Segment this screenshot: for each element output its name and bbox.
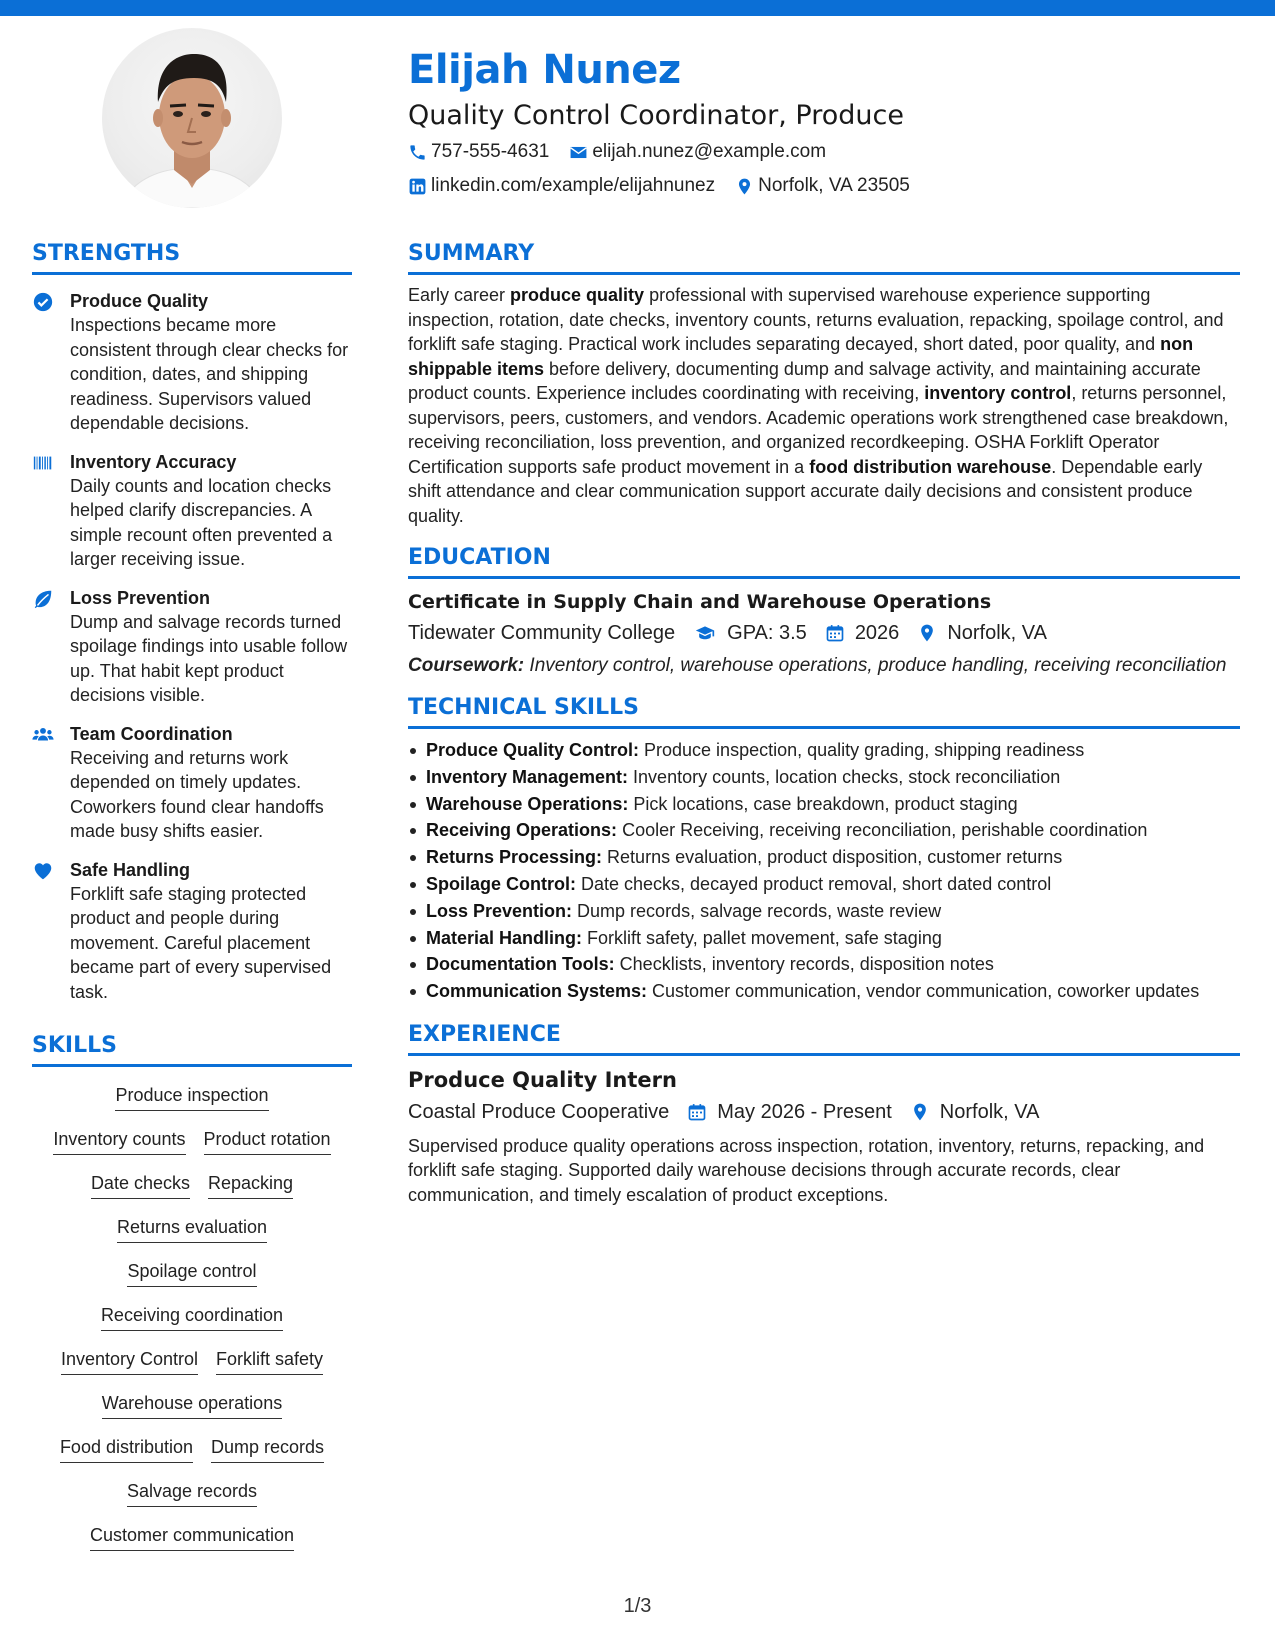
skill-values: Inventory counts, location checks, stock reconciliation xyxy=(628,766,1061,787)
summary-keyword: inventory control xyxy=(924,383,1072,403)
summary-heading: SUMMARY xyxy=(408,240,1240,275)
strength-text: Dump and salvage records turned spoilage findings into usable follow up. That habit kept product decisions visible. xyxy=(70,611,348,705)
skill-values: Dump records, salvage records, waste review xyxy=(572,900,942,921)
skill-row xyxy=(32,1391,352,1419)
email-text: elijah.nunez@example.com xyxy=(592,141,827,162)
list-item xyxy=(408,925,1240,952)
job-dates xyxy=(687,1098,892,1126)
skill-tag: Receiving coordination xyxy=(101,1303,283,1331)
graduation-year xyxy=(825,619,900,647)
skill-tag: Produce inspection xyxy=(115,1083,268,1111)
summary-keyword: food distribution warehouse xyxy=(809,456,1052,477)
job-dates-text: May 2026 - Present xyxy=(717,1100,892,1123)
coursework xyxy=(408,653,1240,678)
skill-row xyxy=(32,1259,352,1287)
left-column xyxy=(32,240,352,1551)
list-item xyxy=(408,817,1240,844)
phone-text: 757-555-4631 xyxy=(431,141,550,162)
company-name-text: Coastal Produce Cooperative xyxy=(408,1100,670,1123)
strength-title: Produce Quality xyxy=(70,291,209,311)
skill-values: Produce inspection, quality grading, shipping readiness xyxy=(639,740,1085,760)
calendar-icon xyxy=(687,1102,707,1122)
map-pin-icon xyxy=(917,623,937,643)
list-item xyxy=(408,844,1240,871)
strength-item xyxy=(32,586,352,708)
skill-row xyxy=(32,1435,352,1463)
skill-tag: Forklift safety xyxy=(216,1347,323,1375)
gpa xyxy=(693,619,807,647)
strength-item xyxy=(32,858,352,1005)
job-title: Produce Quality Intern xyxy=(408,1067,677,1092)
strength-item xyxy=(32,289,352,436)
skill-row xyxy=(32,1479,352,1507)
education-meta xyxy=(408,619,1240,647)
gpa-text: GPA: 3.5 xyxy=(727,622,807,644)
skill-category: Inventory Management: xyxy=(426,766,629,787)
contact-row-2 xyxy=(408,170,1228,202)
degree-title: Certificate in Supply Chain and Warehouse Operations xyxy=(408,591,992,613)
skill-row xyxy=(32,1347,352,1375)
skill-category: Receiving Operations: xyxy=(426,820,618,841)
skill-values: Date checks, decayed product removal, short dated control xyxy=(576,873,1052,894)
contact-row-1 xyxy=(408,136,1228,168)
strengths-heading: STRENGTHS xyxy=(32,240,352,275)
strength-text: Receiving and returns work depended on timely updates. Coworkers found clear handoffs made busy shifts easier. xyxy=(70,747,324,841)
summary-segment: . Dependable early shift attendance and clear communication support accurate daily decisions and consistent produce quality. xyxy=(408,456,1203,526)
skill-row xyxy=(32,1127,352,1155)
strength-text: Inspections became more consistent through clear checks for condition, dates, and shipping readiness. Supervisors valued dependable decisions. xyxy=(70,315,349,433)
skill-tag: Inventory counts xyxy=(53,1127,185,1155)
education-heading: EDUCATION xyxy=(408,544,1240,579)
skill-row xyxy=(32,1171,352,1199)
strength-title: Team Coordination xyxy=(70,723,233,744)
skill-tag: Spoilage control xyxy=(127,1259,256,1287)
coursework-text: Inventory control, warehouse operations, produce handling, receiving reconciliation xyxy=(524,655,1227,676)
summary-keyword: non shippable items xyxy=(408,334,1194,379)
check-circle-icon xyxy=(32,291,54,313)
strength-title: Inventory Accuracy xyxy=(70,451,237,472)
heart-icon xyxy=(32,860,54,882)
skill-row xyxy=(32,1083,352,1111)
summary-keyword: produce quality xyxy=(510,285,645,305)
list-item xyxy=(408,871,1240,898)
skill-category: Communication Systems: xyxy=(426,981,648,1002)
list-item xyxy=(408,898,1240,925)
year-text: 2026 xyxy=(854,622,900,644)
location-text: Norfolk, VA 23505 xyxy=(758,175,910,196)
barcode-icon xyxy=(32,452,54,474)
summary-segment: professional with supervised warehouse experience supporting inspection, rotation, date checks, inventory counts, returns evaluation, repacking, spoilage control, and forklift safe staging. Practical work includes separating decayed, short dated, poor quality, and xyxy=(408,285,1224,354)
linkedin-icon xyxy=(408,177,427,196)
envelope-icon xyxy=(569,143,588,162)
skill-values: Cooler Receiving, receiving reconciliation, perishable coordination xyxy=(617,820,1148,841)
skill-row xyxy=(32,1523,352,1551)
list-item xyxy=(408,978,1240,1005)
skill-category: Documentation Tools: xyxy=(426,954,615,975)
strength-title: Safe Handling xyxy=(70,859,191,880)
skill-values: Forklift safety, pallet movement, safe staging xyxy=(582,927,942,948)
skill-values: Customer communication, vendor communication, coworker updates xyxy=(647,981,1200,1002)
skill-category: Returns Processing: xyxy=(426,847,603,868)
calendar-icon xyxy=(825,623,845,643)
phone-icon xyxy=(408,143,427,162)
skill-row xyxy=(32,1215,352,1243)
list-item xyxy=(408,791,1240,818)
users-icon xyxy=(32,724,54,746)
company-name xyxy=(408,1098,669,1126)
skill-row xyxy=(32,1303,352,1331)
school-name xyxy=(408,619,675,647)
linkedin-contact[interactable] xyxy=(408,175,715,197)
education-location-text: Norfolk, VA xyxy=(947,622,1047,644)
skill-tag: Warehouse operations xyxy=(102,1391,282,1419)
summary-segment: , returns personnel, supervisors, peers, customers, and vendors. Academic operations work strengthened case breakdown, receiving reconciliation, loss prevention, and organized recordkeeping. OSHA Forklift Operator Certification supports safe product movement in a xyxy=(408,383,1229,477)
strength-text: Daily counts and location checks helped clarify discrepancies. A simple recount often prevented a larger receiving issue. xyxy=(70,475,333,569)
skill-values: Returns evaluation, product disposition, customer returns xyxy=(602,847,1063,868)
profile-photo xyxy=(102,28,282,208)
skill-tag: Dump records xyxy=(211,1435,324,1463)
skill-values: Pick locations, case breakdown, product staging xyxy=(628,793,1018,814)
map-pin-icon xyxy=(735,177,754,196)
skill-tag: Inventory Control xyxy=(61,1347,198,1375)
list-item xyxy=(408,737,1240,764)
job-meta xyxy=(408,1098,1240,1126)
linkedin-text: linkedin.com/example/elijahnunez xyxy=(431,175,716,196)
skill-category: Material Handling: xyxy=(426,927,583,948)
skill-tag: Salvage records xyxy=(127,1479,257,1507)
top-accent-bar xyxy=(0,0,1275,16)
job-location-text: Norfolk, VA xyxy=(939,1100,1040,1123)
strength-text: Forklift safe staging protected product and people during movement. Careful placement became part of every supervised task. xyxy=(70,883,332,1002)
skill-category: Spoilage Control: xyxy=(426,873,576,894)
skill-tag: Product rotation xyxy=(204,1127,331,1155)
strength-item xyxy=(32,450,352,572)
coursework-label: Coursework: xyxy=(408,655,525,676)
map-pin-icon xyxy=(910,1102,930,1122)
list-item xyxy=(408,764,1240,791)
skill-category: Loss Prevention: xyxy=(426,900,573,921)
technical-skills-list xyxy=(408,737,1240,1005)
strength-title: Loss Prevention xyxy=(70,587,211,608)
summary-segment: before delivery, documenting dump and salvage activity, and maintaining accurate product counts. Experience includes coordinating with receiving, xyxy=(408,358,1201,403)
skill-category: Warehouse Operations: xyxy=(426,793,629,814)
skills-tag-cloud xyxy=(32,1083,352,1551)
summary-segment: Early career xyxy=(408,285,511,305)
skill-tag: Date checks xyxy=(91,1171,190,1199)
skill-category: Produce Quality Control: xyxy=(426,740,640,760)
candidate-title: Quality Control Coordinator, Produce xyxy=(408,100,904,131)
strength-item xyxy=(32,722,352,844)
school-name-text: Tidewater Community College xyxy=(408,622,676,644)
skill-tag: Repacking xyxy=(208,1171,293,1199)
location-contact xyxy=(735,175,910,197)
experience-heading: EXPERIENCE xyxy=(408,1021,1240,1056)
page-number: 1/3 xyxy=(623,1595,652,1617)
right-column xyxy=(408,240,1240,1207)
job-description: Supervised produce quality operations across inspection, rotation, inventory, returns, repacking, and forklift safe staging. Supported daily warehouse decisions through accurate records, clear communication, and timely escalation of product exceptions. xyxy=(408,1135,1205,1205)
skill-tag: Food distribution xyxy=(60,1435,193,1463)
summary-text xyxy=(408,283,1240,528)
skill-tag: Customer communication xyxy=(90,1523,294,1551)
technical-skills-heading: TECHNICAL SKILLS xyxy=(408,694,1240,729)
email-contact[interactable] xyxy=(569,141,826,163)
skill-tag: Returns evaluation xyxy=(117,1215,267,1243)
job-location xyxy=(910,1098,1040,1126)
education-location xyxy=(917,619,1047,647)
skill-values: Checklists, inventory records, disposition notes xyxy=(614,954,994,975)
skills-heading: SKILLS xyxy=(32,1032,352,1067)
candidate-name: Elijah Nunez xyxy=(408,47,681,93)
leaf-icon xyxy=(32,588,54,610)
list-item xyxy=(408,951,1240,978)
phone-contact xyxy=(408,141,549,163)
graduation-cap-icon xyxy=(693,623,717,643)
resume-header xyxy=(408,44,1228,202)
